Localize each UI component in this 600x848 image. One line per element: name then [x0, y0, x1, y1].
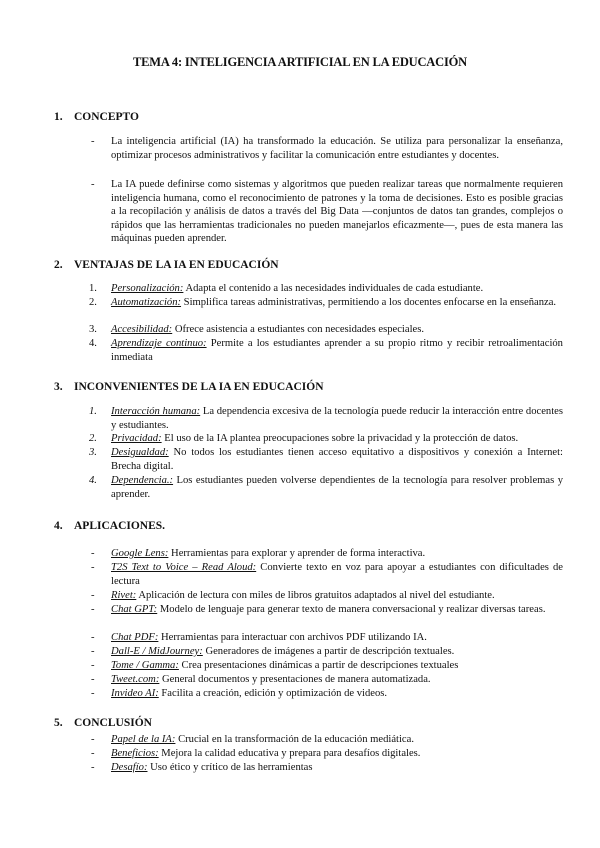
- item-term: Chat PDF:: [111, 632, 159, 643]
- list-item: [89, 337, 563, 364]
- item-term: Aprendizaje continuo:: [111, 338, 207, 349]
- item-term: Chat GPT:: [111, 604, 158, 615]
- list-item: [91, 631, 563, 645]
- item-marker: -: [91, 660, 95, 671]
- section-number: 5.: [54, 717, 63, 729]
- list-item: [91, 761, 563, 775]
- list-item: [89, 432, 563, 446]
- item-text: Modelo de lenguaje para generar texto de manera conversacional y realizar diversas tareas.: [157, 604, 546, 615]
- item-term: Beneficios:: [111, 748, 159, 759]
- item-marker: -: [91, 179, 95, 190]
- item-text: Facilita a creación, edición y optimización de videos.: [158, 688, 388, 699]
- item-term: Accesibilidad:: [111, 324, 173, 335]
- list-item: [91, 747, 563, 761]
- item-marker: -: [91, 562, 95, 573]
- item-marker: -: [91, 136, 95, 147]
- list-item: [91, 547, 563, 561]
- section-title: CONCLUSIÓN: [74, 717, 152, 729]
- item-marker: 1.: [89, 406, 97, 417]
- section-number: 3.: [54, 381, 63, 393]
- item-text: Herramientas para explorar y aprender de forma interactiva.: [168, 548, 426, 559]
- item-term: Desafío:: [111, 762, 148, 773]
- item-text: La inteligencia artificial (IA) ha transformado la educación. Se utiliza para personalizar la enseñanza, optimizar procesos administrativos y facilitar la comunicación entre estudiantes y docentes.: [111, 136, 563, 161]
- item-text: Los estudiantes pueden volverse dependientes de la tecnología para resolver problemas y aprender.: [111, 475, 563, 500]
- list-item: [91, 687, 563, 701]
- list-item: [91, 659, 563, 673]
- section-title: INCONVENIENTES DE LA IA EN EDUCACIÓN: [74, 381, 324, 393]
- list-item: [91, 645, 563, 659]
- item-marker: 3.: [89, 324, 97, 335]
- item-marker: -: [91, 548, 95, 559]
- section-heading-concepto: [54, 111, 139, 123]
- item-marker: -: [91, 604, 95, 615]
- item-text: General documentos y presentaciones de manera automatizada.: [159, 674, 431, 685]
- item-term: Automatización:: [111, 297, 182, 308]
- item-term: Personalización:: [111, 283, 184, 294]
- list-item: [89, 296, 563, 310]
- item-text: Ofrece asistencia a estudiantes con necesidades especiales.: [172, 324, 424, 335]
- item-term: Privacidad:: [111, 433, 162, 444]
- list-item: [91, 135, 563, 162]
- item-text: Convierte texto en voz para apoyar a estudiantes con dificultades de lectura: [111, 562, 563, 587]
- list-item: [89, 282, 563, 296]
- item-marker: -: [91, 590, 95, 601]
- item-text: Crea presentaciones dinámicas a partir de descripciones textuales: [178, 660, 459, 671]
- item-marker: 1.: [89, 283, 97, 294]
- item-marker: -: [91, 748, 95, 759]
- section-number: 2.: [54, 259, 63, 271]
- section-number: 4.: [54, 520, 63, 532]
- item-marker: 4.: [89, 338, 97, 349]
- item-term: T2S Text to Voice – Read Aloud:: [111, 562, 257, 573]
- item-term: Papel de la IA:: [111, 734, 176, 745]
- list-item: [91, 733, 563, 747]
- item-text: La IA puede definirse como sistemas y algoritmos que pueden realizar tareas que normalmente requieren inteligencia humana, como el reconocimiento de patrones y la toma de decisiones. Esto es posible gracias a la recopilación y análisis de datos a través del Big Data —conjuntos de datos tan grandes, complejos o rápidos que las herramientas tradicionales no pueden manejarlos eficazmente—, pues de esta manera las máquinas pueden aprender.: [111, 179, 563, 245]
- section-title: CONCEPTO: [74, 111, 139, 123]
- section-title: APLICACIONES.: [74, 520, 166, 532]
- item-text: Adapta el contenido a las necesidades individuales de cada estudiante.: [183, 283, 484, 294]
- section-title: VENTAJAS DE LA IA EN EDUCACIÓN: [74, 259, 279, 271]
- item-term: Interacción humana:: [111, 406, 201, 417]
- item-text: Mejora la calidad educativa y prepara para desafíos digitales.: [158, 748, 421, 759]
- item-text: Aplicación de lectura con miles de libros gratuitos adaptados al nivel del estudiante.: [136, 590, 495, 601]
- list-item: [91, 603, 563, 617]
- list-item: [89, 474, 563, 501]
- document-title: TEMA 4: INTELIGENCIA ARTIFICIAL EN LA EDUCACIÓN: [133, 55, 467, 69]
- item-term: Dependencia.:: [111, 475, 174, 486]
- list-item: [91, 673, 563, 687]
- item-term: Desigualdad:: [111, 447, 169, 458]
- item-marker: -: [91, 632, 95, 643]
- item-term: Rivet:: [111, 590, 137, 601]
- item-text: Permite a los estudiantes aprender a su propio ritmo y recibir retroalimentación inmediata: [111, 338, 563, 363]
- item-text: No todos los estudiantes tienen acceso equitativo a dispositivos y conexión a Internet: Brecha digital.: [111, 447, 563, 472]
- section-heading-inconvenientes: [54, 381, 324, 393]
- item-term: Invideo AI:: [111, 688, 159, 699]
- item-text: La dependencia excesiva de la tecnología puede reducir la interacción entre docentes y estudiantes.: [111, 406, 563, 431]
- item-marker: 4.: [89, 475, 97, 486]
- section-heading-conclusion: [54, 717, 152, 729]
- item-term: Dall-E / MidJourney:: [111, 646, 203, 657]
- list-item: [89, 446, 563, 473]
- item-marker: 2.: [89, 297, 97, 308]
- section-heading-aplicaciones: [54, 520, 165, 532]
- item-marker: 2.: [89, 433, 97, 444]
- list-item: [89, 405, 563, 432]
- item-text: Uso ético y crítico de las herramientas: [147, 762, 313, 773]
- item-marker: -: [91, 762, 95, 773]
- section-number: 1.: [54, 111, 63, 123]
- item-marker: -: [91, 674, 95, 685]
- item-term: Google Lens:: [111, 548, 169, 559]
- item-term: Tome / Gamma:: [111, 660, 179, 671]
- item-term: Tweet.com:: [111, 674, 160, 685]
- item-text: Crucial en la transformación de la educación mediática.: [175, 734, 414, 745]
- item-text: Herramientas para interactuar con archivos PDF utilizando IA.: [158, 632, 427, 643]
- item-marker: -: [91, 734, 95, 745]
- list-item: [91, 589, 563, 603]
- list-item: [89, 323, 563, 337]
- list-item: [91, 561, 563, 588]
- item-text: El uso de la IA plantea preocupaciones sobre la privacidad y la protección de datos.: [161, 433, 519, 444]
- list-item: [91, 178, 563, 246]
- item-text: Simplifica tareas administrativas, permitiendo a los docentes enfocarse en la enseñanza.: [181, 297, 557, 308]
- item-text: Generadores de imágenes a partir de descripción textuales.: [202, 646, 455, 657]
- section-heading-ventajas: [54, 259, 279, 271]
- item-marker: 3.: [89, 447, 97, 458]
- item-marker: -: [91, 688, 95, 699]
- item-marker: -: [91, 646, 95, 657]
